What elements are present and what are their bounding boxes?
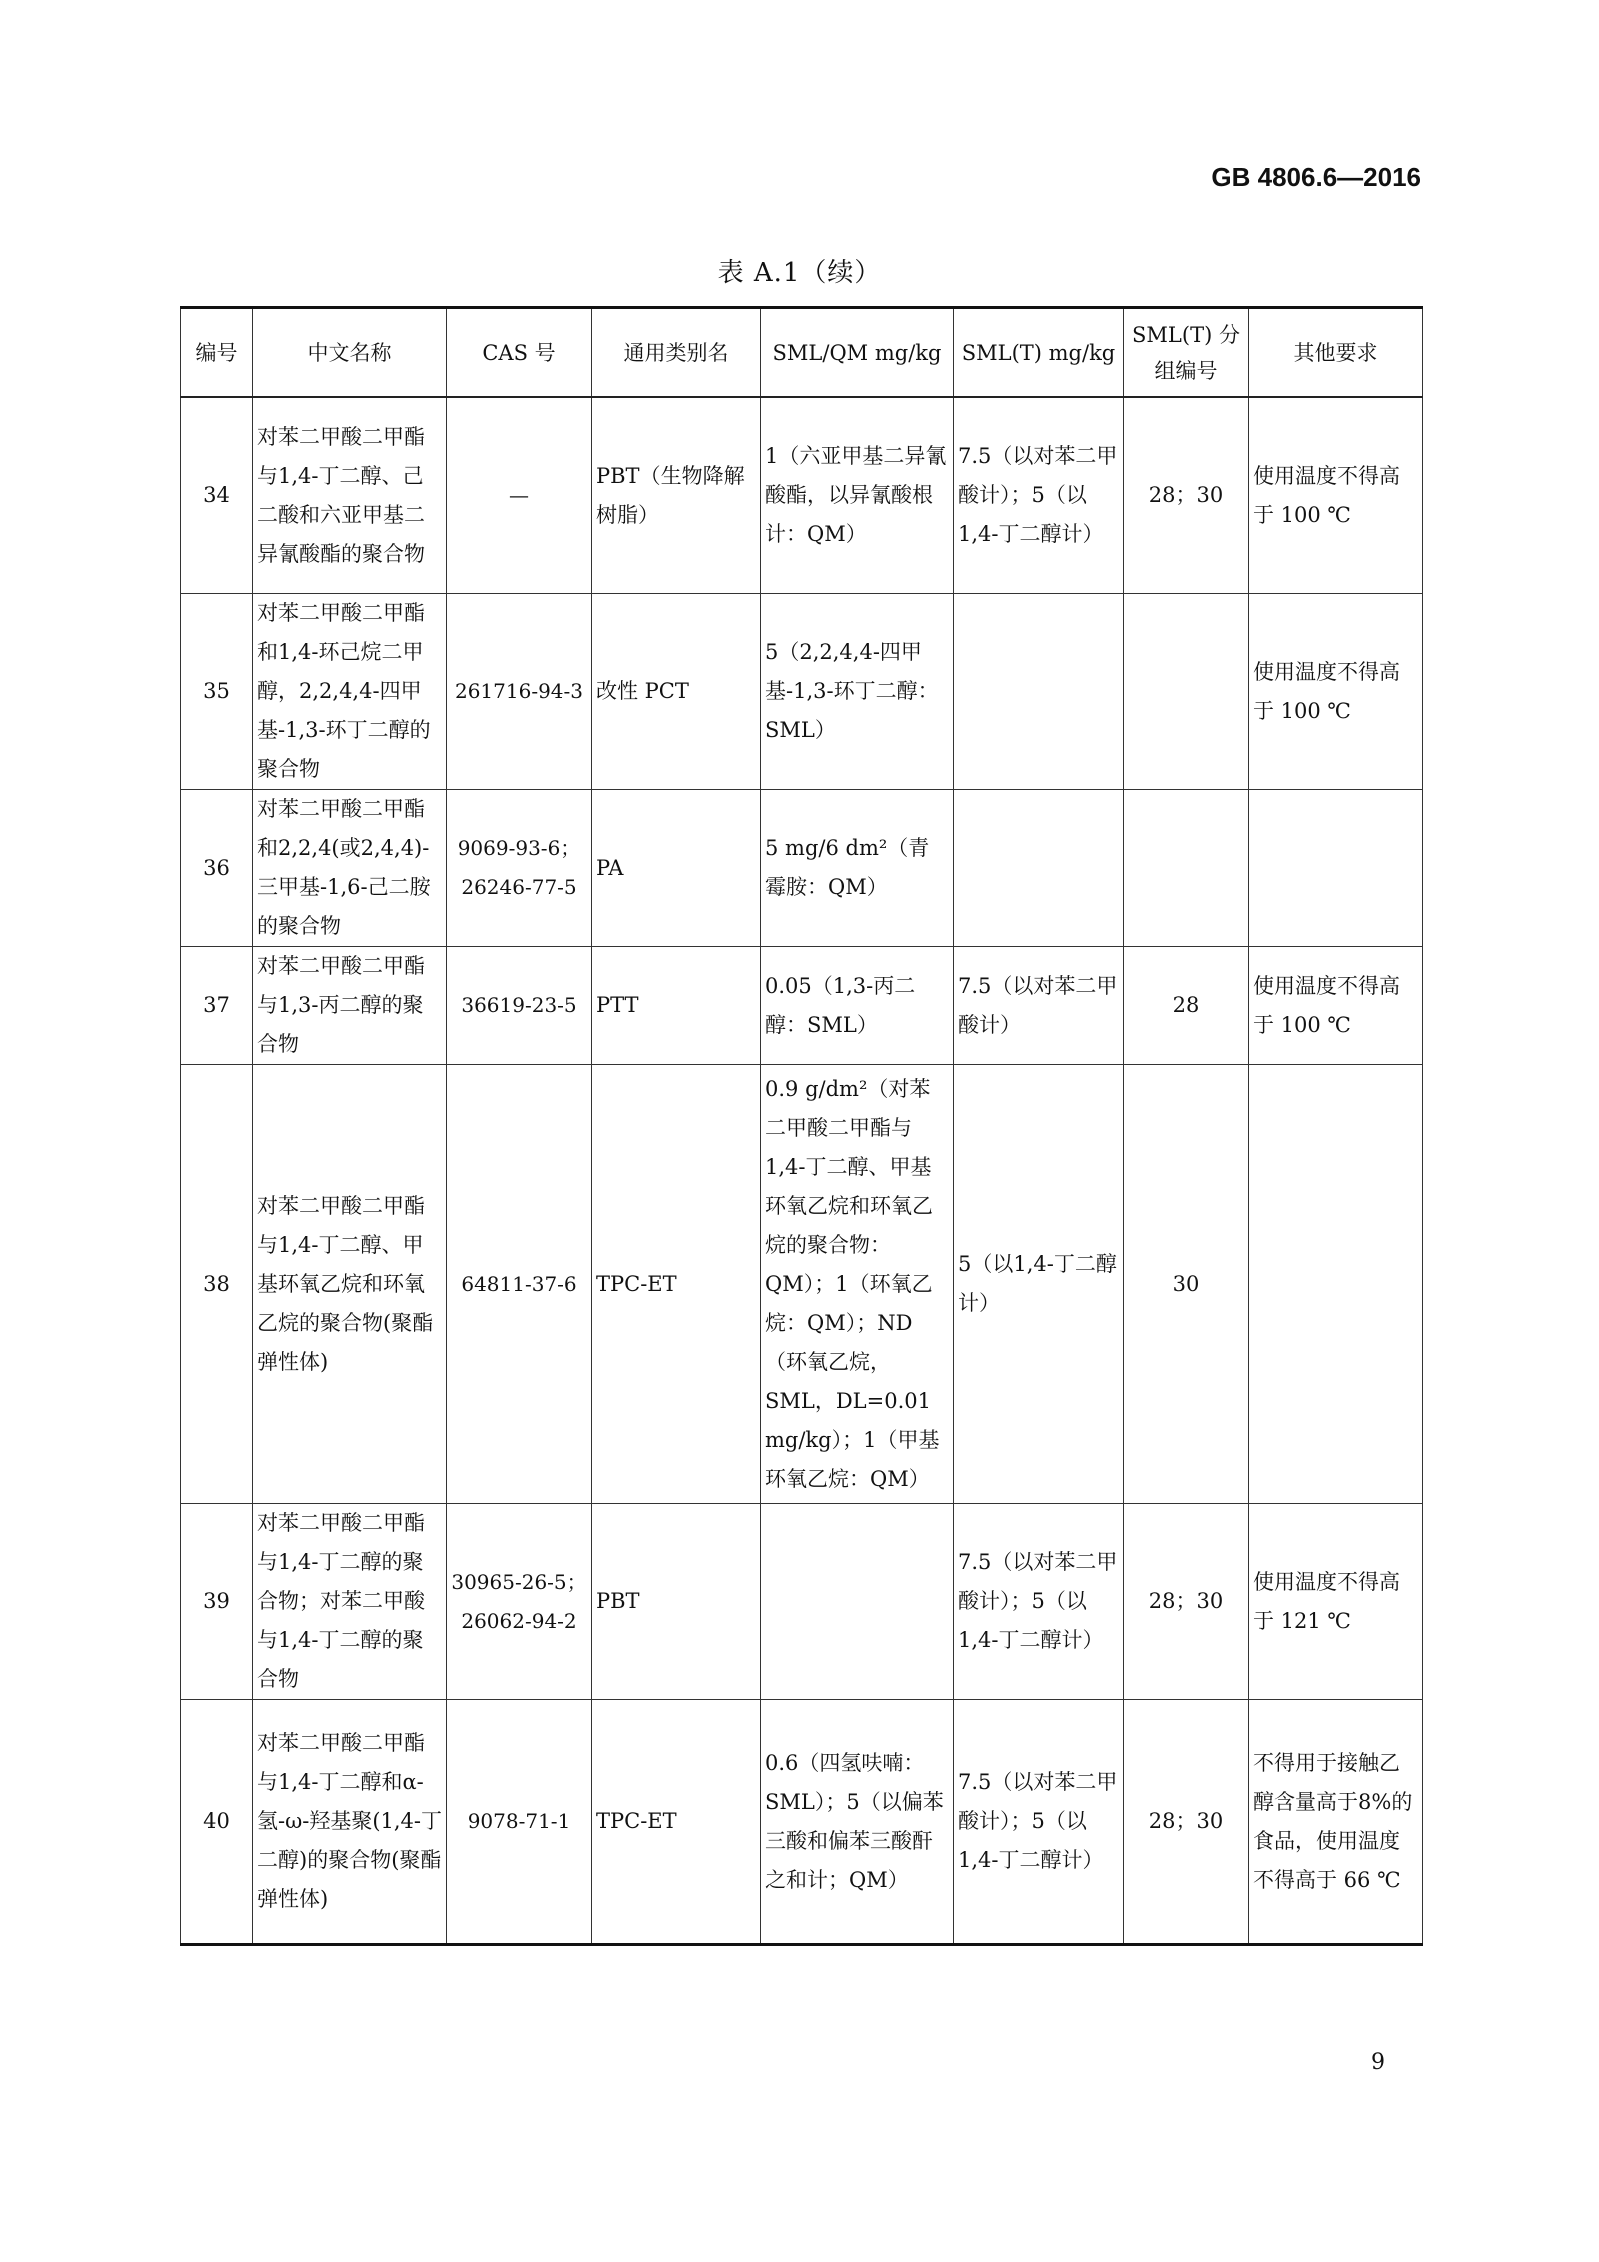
cell-cas: 30965-26-5；26062-94-2 bbox=[447, 1504, 592, 1700]
cell-name: 对苯二甲酸二甲酯与1,3-丙二醇的聚合物 bbox=[253, 947, 447, 1065]
cell-sml-t: 7.5（以对苯二甲酸计）；5（以1,4-丁二醇计） bbox=[954, 1504, 1124, 1700]
cell-no: 36 bbox=[181, 790, 253, 947]
cell-sml-qm: 0.9 g/dm²（对苯二甲酸二甲酯与1,4-丁二醇、甲基环氧乙烷和环氧乙烷的聚合物：QM）；1（环氧乙烷：QM）；ND（环氧乙烷，SML，DL=0.01 mg/kg）；1（甲基环氧乙烷：QM） bbox=[761, 1065, 954, 1504]
col-header-sml-qm: SML/QM mg/kg bbox=[761, 308, 954, 398]
cell-other: 使用温度不得高于 100 ℃ bbox=[1249, 397, 1423, 594]
col-header-cas: CAS 号 bbox=[447, 308, 592, 398]
col-header-sml-t: SML(T) mg/kg bbox=[954, 308, 1124, 398]
cell-cas: — bbox=[447, 397, 592, 594]
cell-other bbox=[1249, 1065, 1423, 1504]
cell-other: 使用温度不得高于 100 ℃ bbox=[1249, 947, 1423, 1065]
cell-group: 28；30 bbox=[1124, 1700, 1249, 1945]
cell-category: PBT（生物降解树脂） bbox=[592, 397, 761, 594]
col-header-sml-t-group: SML(T) 分组编号 bbox=[1124, 308, 1249, 398]
table-row bbox=[181, 1700, 1423, 1945]
table-title: 表 A.1（续） bbox=[717, 258, 882, 288]
cell-no: 35 bbox=[181, 594, 253, 790]
cell-cas: 261716-94-3 bbox=[447, 594, 592, 790]
materials-table bbox=[180, 306, 1423, 1946]
cell-category: TPC-ET bbox=[592, 1700, 761, 1945]
table-row bbox=[181, 947, 1423, 1065]
standard-number: GB 4806.6—2016 bbox=[1211, 162, 1421, 192]
cell-name: 对苯二甲酸二甲酯与1,4-丁二醇、甲基环氧乙烷和环氧乙烷的聚合物(聚酯弹性体) bbox=[253, 1065, 447, 1504]
table-row bbox=[181, 594, 1423, 790]
cell-sml-t: 5（以1,4-丁二醇计） bbox=[954, 1065, 1124, 1504]
table-header-row bbox=[181, 308, 1423, 398]
cell-category: PTT bbox=[592, 947, 761, 1065]
cell-group bbox=[1124, 594, 1249, 790]
cell-other: 使用温度不得高于 121 ℃ bbox=[1249, 1504, 1423, 1700]
cell-group: 28 bbox=[1124, 947, 1249, 1065]
cell-category: TPC-ET bbox=[592, 1065, 761, 1504]
cell-no: 38 bbox=[181, 1065, 253, 1504]
cell-cas: 36619-23-5 bbox=[447, 947, 592, 1065]
cell-sml-t: 7.5（以对苯二甲酸计）；5（以1,4-丁二醇计） bbox=[954, 397, 1124, 594]
cell-other: 不得用于接触乙醇含量高于8%的食品，使用温度不得高于 66 ℃ bbox=[1249, 1700, 1423, 1945]
cell-sml-qm: 5（2,2,4,4-四甲基-1,3-环丁二醇：SML） bbox=[761, 594, 954, 790]
cell-name: 对苯二甲酸二甲酯和2,2,4(或2,4,4)-三甲基-1,6-己二胺的聚合物 bbox=[253, 790, 447, 947]
table-row bbox=[181, 790, 1423, 947]
cell-group: 30 bbox=[1124, 1065, 1249, 1504]
cell-other bbox=[1249, 790, 1423, 947]
cell-no: 34 bbox=[181, 397, 253, 594]
table-row bbox=[181, 397, 1423, 594]
col-header-name: 中文名称 bbox=[253, 308, 447, 398]
cell-sml-t: 7.5（以对苯二甲酸计）；5（以1,4-丁二醇计） bbox=[954, 1700, 1124, 1945]
cell-name: 对苯二甲酸二甲酯与1,4-丁二醇和α-氢-ω-羟基聚(1,4-丁二醇)的聚合物(聚酯弹性体) bbox=[253, 1700, 447, 1945]
cell-sml-t bbox=[954, 790, 1124, 947]
cell-name: 对苯二甲酸二甲酯与1,4-丁二醇、己二酸和六亚甲基二异氰酸酯的聚合物 bbox=[253, 397, 447, 594]
cell-name: 对苯二甲酸二甲酯与1,4-丁二醇的聚合物；对苯二甲酸与1,4-丁二醇的聚合物 bbox=[253, 1504, 447, 1700]
cell-category: PA bbox=[592, 790, 761, 947]
col-header-other: 其他要求 bbox=[1249, 308, 1423, 398]
cell-no: 37 bbox=[181, 947, 253, 1065]
cell-sml-qm: 5 mg/6 dm²（青霉胺：QM） bbox=[761, 790, 954, 947]
cell-name: 对苯二甲酸二甲酯和1,4-环己烷二甲醇，2,2,4,4-四甲基-1,3-环丁二醇的聚合物 bbox=[253, 594, 447, 790]
cell-cas: 9078-71-1 bbox=[447, 1700, 592, 1945]
cell-sml-qm: 0.6（四氢呋喃：SML）；5（以偏苯三酸和偏苯三酸酐之和计；QM） bbox=[761, 1700, 954, 1945]
table-row bbox=[181, 1065, 1423, 1504]
cell-sml-qm bbox=[761, 1504, 954, 1700]
cell-sml-t: 7.5（以对苯二甲酸计） bbox=[954, 947, 1124, 1065]
cell-group: 28；30 bbox=[1124, 1504, 1249, 1700]
cell-group: 28；30 bbox=[1124, 397, 1249, 594]
cell-cas: 9069-93-6；26246-77-5 bbox=[447, 790, 592, 947]
col-header-no: 编号 bbox=[181, 308, 253, 398]
cell-no: 40 bbox=[181, 1700, 253, 1945]
cell-other: 使用温度不得高于 100 ℃ bbox=[1249, 594, 1423, 790]
cell-cas: 64811-37-6 bbox=[447, 1065, 592, 1504]
cell-category: 改性 PCT bbox=[592, 594, 761, 790]
table-row bbox=[181, 1504, 1423, 1700]
cell-sml-t bbox=[954, 594, 1124, 790]
cell-group bbox=[1124, 790, 1249, 947]
page-number: 9 bbox=[1371, 2050, 1385, 2075]
cell-sml-qm: 0.05（1,3-丙二醇：SML） bbox=[761, 947, 954, 1065]
cell-category: PBT bbox=[592, 1504, 761, 1700]
col-header-category: 通用类别名 bbox=[592, 308, 761, 398]
cell-no: 39 bbox=[181, 1504, 253, 1700]
cell-sml-qm: 1（六亚甲基二异氰酸酯，以异氰酸根计：QM） bbox=[761, 397, 954, 594]
